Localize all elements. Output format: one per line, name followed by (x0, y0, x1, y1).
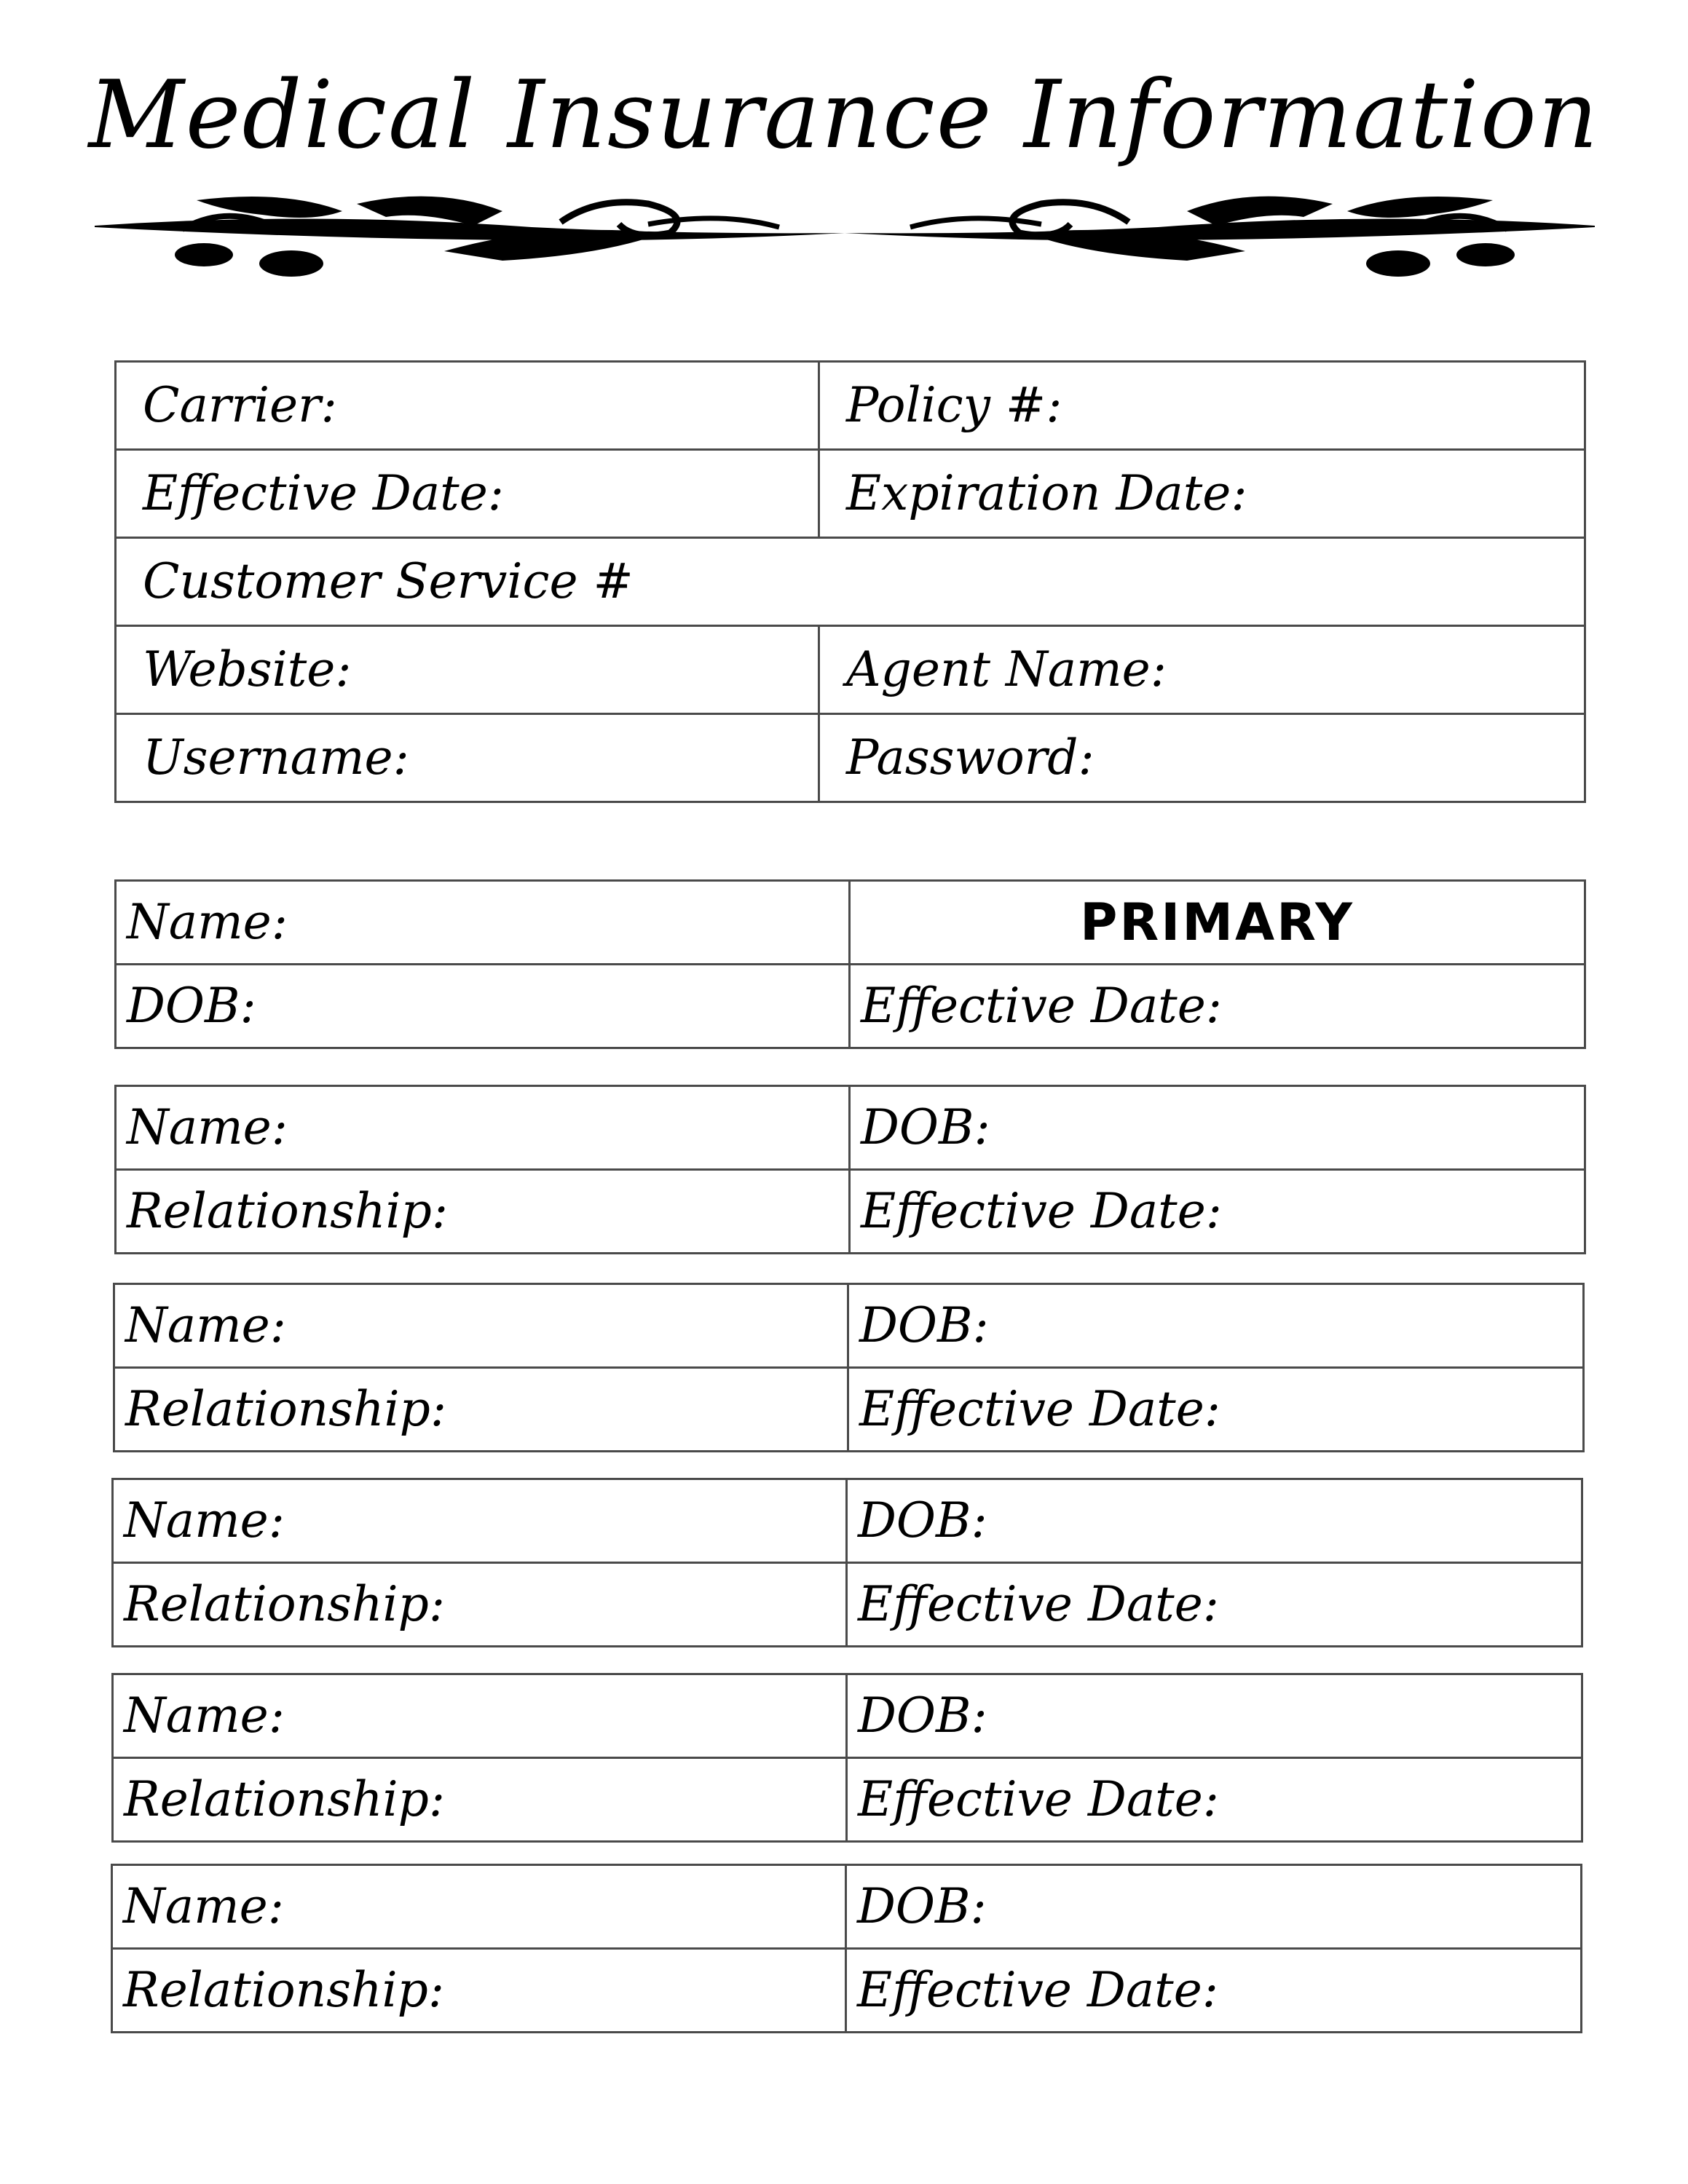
dependent-effective-date-field[interactable]: Effective Date: (846, 1949, 1582, 2033)
dependent-table-2 (113, 1283, 1585, 1452)
dependent-name-field[interactable]: Name: (116, 1086, 850, 1170)
customer-service-field[interactable]: Customer Service # (116, 538, 1585, 626)
table-row (116, 362, 1585, 450)
dependent-table-5 (111, 1864, 1582, 2033)
dependent-relationship-field[interactable]: Relationship: (113, 1758, 847, 1842)
primary-name-field[interactable]: Name: (116, 881, 850, 965)
dependent-relationship-field[interactable]: Relationship: (113, 1563, 847, 1647)
dependent-dob-field[interactable]: DOB: (847, 1674, 1582, 1758)
password-field[interactable]: Password: (819, 714, 1585, 802)
dependent-effective-date-field[interactable]: Effective Date: (850, 1170, 1585, 1254)
primary-effective-date-field[interactable]: Effective Date: (850, 965, 1585, 1048)
table-row (114, 1284, 1584, 1368)
primary-dob-field[interactable]: DOB: (116, 965, 850, 1048)
policy-number-field[interactable]: Policy #: (819, 362, 1585, 450)
dependent-name-field[interactable]: Name: (113, 1479, 847, 1563)
effective-date-field[interactable]: Effective Date: (116, 450, 819, 538)
table-row (116, 1170, 1585, 1254)
expiration-date-field[interactable]: Expiration Date: (819, 450, 1585, 538)
dependent-dob-field[interactable]: DOB: (847, 1479, 1582, 1563)
primary-member-table (114, 879, 1586, 1049)
agent-name-field[interactable]: Agent Name: (819, 626, 1585, 714)
table-row (116, 965, 1585, 1048)
dependent-relationship-field[interactable]: Relationship: (116, 1170, 850, 1254)
dependent-dob-field[interactable]: DOB: (848, 1284, 1584, 1368)
dependent-effective-date-field[interactable]: Effective Date: (847, 1758, 1582, 1842)
dependent-dob-field[interactable]: DOB: (850, 1086, 1585, 1170)
table-row (112, 1865, 1582, 1949)
table-row (116, 1086, 1585, 1170)
dependent-effective-date-field[interactable]: Effective Date: (848, 1368, 1584, 1452)
table-row (116, 714, 1585, 802)
dependent-table-1 (114, 1085, 1586, 1254)
carrier-field[interactable]: Carrier: (116, 362, 819, 450)
table-row (116, 626, 1585, 714)
dependent-name-field[interactable]: Name: (114, 1284, 848, 1368)
table-row (113, 1758, 1582, 1842)
table-row (116, 881, 1585, 965)
dependent-dob-field[interactable]: DOB: (846, 1865, 1582, 1949)
table-row (116, 538, 1585, 626)
table-row (116, 450, 1585, 538)
dependent-name-field[interactable]: Name: (112, 1865, 846, 1949)
table-row (113, 1563, 1582, 1647)
website-field[interactable]: Website: (116, 626, 819, 714)
dependent-effective-date-field[interactable]: Effective Date: (847, 1563, 1582, 1647)
dependent-relationship-field[interactable]: Relationship: (114, 1368, 848, 1452)
username-field[interactable]: Username: (116, 714, 819, 802)
table-row (114, 1368, 1584, 1452)
policy-info-table (114, 360, 1586, 803)
dependent-table-4 (111, 1673, 1583, 1843)
primary-heading: PRIMARY (850, 881, 1585, 965)
dependent-relationship-field[interactable]: Relationship: (112, 1949, 846, 2033)
page-title: Medical Insurance Information (88, 61, 1600, 170)
dependent-name-field[interactable]: Name: (113, 1674, 847, 1758)
table-row (113, 1674, 1582, 1758)
dependent-table-3 (111, 1478, 1583, 1647)
table-row (112, 1949, 1582, 2033)
table-row (113, 1479, 1582, 1563)
flourish-divider-icon (95, 182, 1595, 277)
